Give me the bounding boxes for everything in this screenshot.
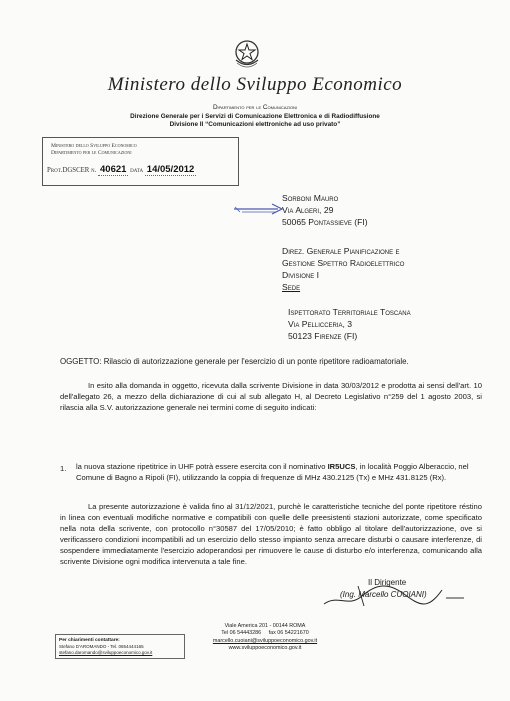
recipient2-line-4: Sede xyxy=(282,282,301,292)
protocol-stamp xyxy=(42,137,239,186)
protocol-row xyxy=(47,164,196,175)
ministry-title: Ministero dello Sviluppo Economico xyxy=(107,74,403,95)
list-item-1 xyxy=(76,461,476,483)
footer-phone: Tel 06 54443286 fax 06 54221670 xyxy=(221,630,309,637)
recipient2-address xyxy=(282,245,404,293)
protocol-date-label: data xyxy=(130,167,144,174)
recipient3-line-2: Via Pellicceria, 3 xyxy=(288,319,353,329)
protocol-date: 14/05/2012 xyxy=(146,164,195,175)
recipient-city: 50065 Pontassieve (FI) xyxy=(282,217,368,227)
footer-email[interactable]: marcello.cuoiani@sviluppoeconomico.gov.it xyxy=(212,637,318,644)
contact-title: Per chiarimenti contattare: xyxy=(59,638,120,643)
signature-title: Il Dirigente xyxy=(368,578,407,587)
handwritten-signature xyxy=(318,574,468,614)
list-item-text-after: , in località Poggio Alberaccio, nel Comune di Bagno a Ripoli (FI), utilizzando la coppia di frequenze di MHz 430.2125 (Tx) e MHz 431.8125 (Rx). xyxy=(76,462,469,482)
body-paragraph-2 xyxy=(60,501,482,567)
paragraph-1-text: In esito alla domanda in oggetto, ricevuta dalla scrivente Divisione in data 30/03/2012 e prodotta ai sensi dell'art. 10 dell'allegato 26, a mezzo della dichiarazione di cui al sub allegato H, al Decreto Legislativo n°259 del 1 agosto 2003, si rilascia alla S.V. autorizzazione generale nei termini come di seguito indicati: xyxy=(60,381,482,412)
department-header xyxy=(80,104,430,130)
recipient-address xyxy=(282,192,368,228)
protocol-number: 40621 xyxy=(100,164,127,175)
recipient-street: Via Algeri, 29 xyxy=(282,205,334,215)
protocol-prefix: Prot.DGSCER n. xyxy=(47,167,97,174)
contact-name: Stefano D'AROMANDO - Tel. 0654444165 xyxy=(59,644,144,649)
recipient2-line-1: Direz. Generale Pianificazione e xyxy=(282,246,400,256)
footer-web[interactable]: www.sviluppoeconomico.gov.it xyxy=(228,645,302,652)
dept-line-1: Dipartimento per le Comunicazioni xyxy=(212,104,298,111)
recipient-name: Sorboni Mauro xyxy=(282,193,339,203)
list-item-number: 1. xyxy=(60,464,67,473)
dept-line-2: Direzione Generale per i Servizi di Comunicazione Elettronica e di Radiodiffusione xyxy=(130,112,380,120)
list-item-text-before: la nuova stazione ripetitrice in UHF potrà essere esercita con il nominativo xyxy=(76,462,328,471)
footer xyxy=(200,623,330,653)
paragraph-2-text: La presente autorizzazione è valida fino al 31/12/2021, purchè le caratteristiche tecniche del ponte ripetitore réstino in linea con eventuali modifiche normative e compatibili con quelle delle preesistenti stazioni autorizzate, come specificato nella nota della scrivente, con protocollo n°30587 del 17/05/2010; è fatto obbligo al titolare dell'autorizzazione, ove si verificassero condizioni incompatibili ad un esercizio dello stesso impianto senza arrecare disturbi o causare interferenze, di sospendere immediatamente l'esercizio adoperandosi per rimuovere le cause di disturbo e/o interferenza, comunicando alla scrivente Divisione ogni modifica intervenuta a tale fine. xyxy=(60,502,482,566)
signature-name: (Ing. Marcello CUOIANI) xyxy=(340,590,427,599)
list-item-callsign: IR5UCS xyxy=(327,462,356,471)
recipient3-address xyxy=(288,306,411,342)
subject-line: OGGETTO: Rilascio di autorizzazione generale per l'esercizio di un ponte ripetitore radioamatoriale. xyxy=(60,357,409,366)
republic-emblem-icon xyxy=(232,38,262,70)
recipient3-line-3: 50123 Firenze (FI) xyxy=(288,331,358,341)
recipient3-line-1: Ispettorato Territoriale Toscana xyxy=(288,307,411,317)
recipient2-line-3: Divisione I xyxy=(282,270,319,280)
dept-line-3: Divisione II “Comunicazioni elettroniche ad uso privato” xyxy=(169,121,341,129)
protocol-line-1: Ministero dello Sviluppo Economico xyxy=(51,143,137,149)
footer-address: Viale America 201 - 00144 ROMA xyxy=(224,623,306,629)
contact-email[interactable]: stefano.daromando@sviluppoeconomico.gov.it xyxy=(59,650,153,655)
contact-box xyxy=(55,634,185,659)
recipient2-line-2: Gestione Spettro Radioelettrico xyxy=(282,258,405,268)
protocol-line-2: Dipartimento per le Comunicazioni xyxy=(51,150,132,156)
body-paragraph-1 xyxy=(60,380,482,413)
arrow-right-icon xyxy=(232,203,286,215)
